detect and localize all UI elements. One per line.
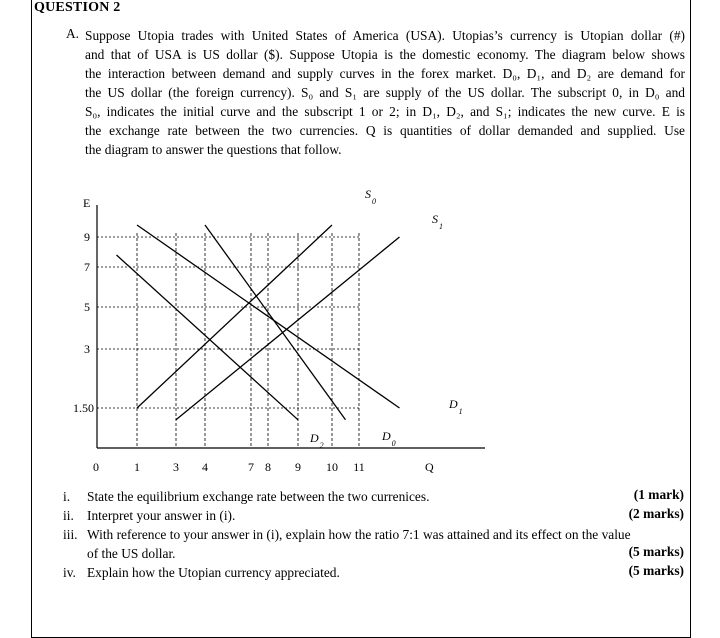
paragraph-line: the diagram to answer the questions that follow. bbox=[85, 142, 342, 157]
question-number: iv. bbox=[63, 565, 76, 580]
curve-label-d0: $D_0$ bbox=[382, 429, 396, 448]
question-title: QUESTION 2 bbox=[34, 0, 121, 15]
curve-label-s0: $S_0$ bbox=[365, 187, 376, 206]
paragraph-line: the interaction between demand and supply curves in the forex market. D₀, D₁, and D₂ are demand for bbox=[85, 66, 685, 81]
question-text: Interpret your answer in (i). bbox=[87, 508, 236, 523]
marks-label: (1 mark) bbox=[633, 487, 684, 502]
x-tick-label: 9 bbox=[295, 460, 301, 474]
curve-label-d2: $D_2$ bbox=[310, 431, 324, 450]
y-axis-label: E bbox=[83, 196, 91, 210]
question-number: i. bbox=[63, 489, 71, 504]
x-tick-label: 8 bbox=[265, 460, 271, 474]
y-tick-label: 9 bbox=[84, 230, 90, 244]
y-tick-label: 5 bbox=[84, 300, 90, 314]
question-number: ii. bbox=[63, 508, 74, 523]
question-text: of the US dollar. bbox=[87, 546, 176, 561]
question-number: iii. bbox=[63, 527, 78, 542]
question-item bbox=[63, 525, 703, 544]
question-text: State the equilibrium exchange rate between the two currenices. bbox=[87, 489, 430, 504]
curve-s1 bbox=[176, 237, 400, 420]
marks-label: (2 marks) bbox=[628, 506, 684, 521]
y-tick-label: 1.50 bbox=[73, 401, 94, 415]
paragraph-line: S₀, indicates the initial curve and the subscript 1 or 2; in D₁, D₂, and S₁; indicates the new curve. E is bbox=[85, 104, 685, 119]
question-item bbox=[63, 487, 683, 506]
question-item bbox=[63, 544, 683, 563]
x-tick-label: 10 bbox=[326, 460, 338, 474]
curve-label-s1: $S_1$ bbox=[432, 212, 443, 231]
question-item bbox=[63, 506, 683, 525]
x-tick-label: 11 bbox=[353, 460, 365, 474]
paragraph-line: the US dollar (the foreign currency). S₀ and S₁ are supply of the US dollar. The subscript 0, in D₀ and bbox=[85, 85, 685, 100]
question-item bbox=[63, 563, 683, 582]
y-tick-label: 3 bbox=[84, 342, 90, 356]
paragraph-line: the exchange rate between the two currencies. Q is quantities of dollar demanded and supplied. Use bbox=[85, 123, 685, 138]
y-tick-label: 7 bbox=[84, 260, 90, 274]
question-text: With reference to your answer in (i), explain how the ratio 7:1 was attained and its effect on the value bbox=[87, 527, 631, 542]
x-tick-label: 7 bbox=[248, 460, 254, 474]
paragraph-line: and that of USA is US dollar ($). Suppose Utopia is the domestic economy. The diagram below shows bbox=[85, 47, 685, 62]
paragraph-line: Suppose Utopia trades with United States of America (USA). Utopias’s currency is Utopian dollar (#) bbox=[85, 28, 685, 43]
marks-label: (5 marks) bbox=[628, 563, 684, 578]
x-axis-label: Q bbox=[425, 460, 434, 474]
x-tick-label: 1 bbox=[134, 460, 140, 474]
question-text: Explain how the Utopian currency appreciated. bbox=[87, 565, 340, 580]
x-tick-label: 4 bbox=[202, 460, 208, 474]
curve-d0 bbox=[205, 225, 346, 420]
curve-label-d1: $D_1$ bbox=[449, 397, 463, 416]
part-a-label: A. bbox=[66, 26, 80, 41]
marks-label: (5 marks) bbox=[628, 544, 684, 559]
x-tick-label: 3 bbox=[173, 460, 179, 474]
x-tick-label: 0 bbox=[93, 460, 99, 474]
